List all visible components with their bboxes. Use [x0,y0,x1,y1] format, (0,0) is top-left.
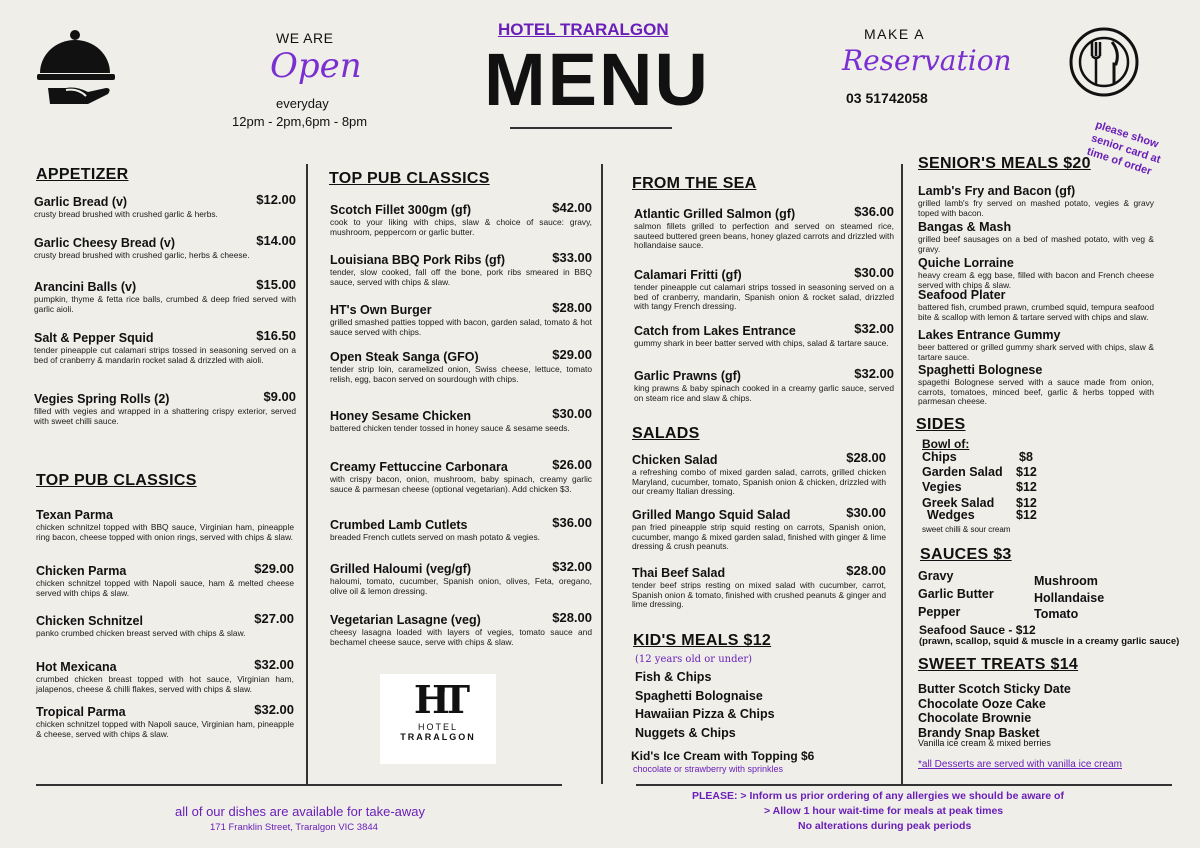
menu-item-desc: king prawns & baby spinach cooked in a creamy garlic sauce, served on steam rice and slaw & chips. [634,383,894,403]
section-title-classics: TOP PUB CLASSICS [329,170,490,187]
senior-item-name: Bangas & Mash [918,220,1012,234]
menu-item-desc: a refreshing combo of mixed garden salad, carrots, grilled chicken Maryland, cucumber, tomato, Spanish onion & chicken, drizzled with our creamy Italian dressing. [632,467,886,497]
menu-item-name: Garlic Bread (v) [34,195,128,209]
menu-item-desc: filled with vegies and wrapped in a shattering crispy exterior, served with sweet chilli sauce. [34,406,296,426]
menu-item-desc: tender pineapple cut calamari strips tossed in seasoning served on a bed of cranberry, mandarin, Spanish onion & rocket salad, drizzled with tangy French dressing. [634,282,894,312]
menu-item-price: $16.50 [256,328,296,343]
menu-item-price: $30.00 [846,505,886,520]
list-item: Nuggets & Chips [635,725,736,740]
menu-item-price: $26.00 [552,457,592,472]
section-title-sides: SIDES [916,416,966,433]
side-item-name: Vegies [922,480,962,494]
menu-item-desc: cheesy lasagna loaded with layers of vegies, tomato sauce and bechamel cheese sauce, serve with chips & slaw. [330,627,592,647]
menu-item-desc: tender strip loin, caramelized onion, Swiss cheese, lettuce, tomato relish, egg, bacon served on sourdough with chips. [330,364,592,384]
list-item: Brandy Snap Basket [918,725,1040,740]
menu-item-desc: grilled smashed patties topped with bacon, garden salad, tomato & hot sauce served with chips. [330,317,592,337]
list-item: Fish & Chips [635,670,712,684]
sweets-note: Vanilla ice cream & mixed berries [918,738,1051,748]
no-alterations-note: No alterations during peak periods [798,820,972,832]
menu-item-desc: haloumi, tomato, cucumber, Spanish onion, olives, Feta, oregano, olive oil & lemon dressing. [330,576,592,596]
side-item-name: Garden Salad [922,465,1003,479]
menu-item-name: Grilled Mango Squid Salad [632,508,791,522]
we-are-label: WE ARE [276,30,334,46]
sauce-item: Garlic Butter [918,587,994,601]
list-item: Spaghetti Bolognaise [635,688,763,703]
senior-item-desc: heavy cream & egg base, filled with bacon and French cheese served with chips & slaw. [918,270,1154,290]
senior-item-name: Lamb's Fry and Bacon (gf) [918,184,1076,198]
menu-item-price: $32.00 [254,702,294,717]
menu-item-desc: panko crumbed chicken breast served with chips & slaw. [36,628,246,638]
column-divider [901,164,903,784]
side-item-price: $12 [1016,465,1037,479]
cloche-icon [36,26,118,108]
menu-item-name: Chicken Schnitzel [36,614,143,628]
senior-item-desc: battered fish, crumbed prawn, crumbed squid, tempura seafood bite & scallop with lemon & tartare served with chips and slaw. [918,302,1154,322]
senior-item-name: Seafood Plater [918,288,1006,302]
menu-item-name: Creamy Fettuccine Carbonara [330,460,508,474]
menu-item-name: Vegetarian Lasagne (veg) [330,613,481,627]
menu-item-desc: tender beef strips resting on mixed salad with cucumber, carrot, Spanish onion & tomato, finished with crushed peanuts & ginger and lime dressing. [632,580,886,610]
list-item: Hawaiian Pizza & Chips [635,707,775,721]
menu-item-price: $28.00 [846,563,886,578]
senior-item-name: Quiche Lorraine [918,256,1014,270]
desserts-footnote: *all Desserts are served with vanilla ice cream [918,759,1122,770]
section-title-kids: KID'S MEALS $12 [633,632,772,649]
logo-line2: TRARALGON [400,732,476,742]
senior-card-note: please show senior card at time of order [1085,118,1162,178]
logo-line1: HOTEL [417,722,458,732]
takeaway-note: all of our dishes are available for take-away [175,804,426,819]
senior-item-desc: grilled lamb's fry served on mashed potato, vegies & gravy toped with bacon. [918,198,1154,218]
menu-item-name: Hot Mexicana [36,660,117,674]
section-title-parmas: TOP PUB CLASSICS [36,472,197,489]
menu-item-price: $28.00 [846,450,886,465]
footer-divider-left [36,784,562,786]
side-item-name: Wedges [927,508,975,522]
sauce-item: Tomato [1034,607,1079,621]
menu-item-name: Garlic Prawns (gf) [634,369,741,383]
opening-hours: 12pm - 2pm,6pm - 8pm [232,114,368,129]
list-item: Butter Scotch Sticky Date [918,682,1071,696]
section-title-sea: FROM THE SEA [632,175,757,192]
menu-item-name: Chicken Salad [632,453,718,467]
menu-item-desc: gummy shark in beer batter served with chips, salad & tartare sauce. [634,338,889,348]
list-item: Chocolate Brownie [918,711,1032,725]
menu-item-desc: tender, slow cooked, fall off the bone, pork ribs smeared in BBQ sauce, served with chips & slaw. [330,267,592,287]
menu-item-desc: chicken schnitzel topped with BBQ sauce, Virginian ham, pineapple ring bacon, cheese topped with onion rings, served with chips & slaw. [36,522,294,542]
menu-item-name: Garlic Cheesy Bread (v) [34,236,176,250]
menu-item-name: Salt & Pepper Squid [34,331,154,345]
allergy-note: PLEASE: > Inform us prior ordering of any allergies we should be aware of [692,790,1064,802]
sauce-item: Hollandaise [1034,590,1105,605]
everyday-label: everyday [276,96,329,111]
menu-title: MENU [484,38,710,121]
menu-item-price: $30.00 [552,406,592,421]
menu-item-name: Vegies Spring Rolls (2) [34,392,170,406]
plate-cutlery-icon [1068,26,1140,98]
section-title-sweets: SWEET TREATS $14 [918,656,1079,673]
menu-item-desc: crumbed chicken breast topped with hot sauce, Virginian ham, jalapenos, cheese & chilli flakes, served with chips & slaw. [36,674,294,694]
side-item-price: $12 [1016,508,1037,522]
menu-item-name: Open Steak Sanga (GFO) [330,350,479,364]
section-title-senior: SENIOR'S MEALS $20 [918,155,1091,172]
sauce-item: Pepper [918,605,961,619]
sauce-item: Gravy [918,569,954,583]
seafood-sauce: Seafood Sauce - $12 [919,623,1036,637]
menu-item-desc: breaded French cutlets served on mash potato & vegies. [330,532,540,542]
menu-item-name: Louisiana BBQ Pork Ribs (gf) [330,253,506,267]
kids-icecream: Kid's Ice Cream with Topping $6 [631,749,815,763]
sauce-item: Mushroom [1034,574,1098,588]
menu-item-name: Thai Beef Salad [632,566,726,580]
side-item-name: Chips [922,450,957,464]
seafood-sauce-desc: (prawn, scallop, squid & muscle in a creamy garlic sauce) [919,636,1180,647]
menu-item-price: $42.00 [552,200,592,215]
menu-item-name: Scotch Fillet 300gm (gf) [330,203,471,217]
hotel-name: HOTEL TRARALGON [498,20,669,39]
menu-item-price: $29.00 [552,347,592,362]
menu-item-price: $9.00 [263,389,296,404]
menu-item-name: Catch from Lakes Entrance [634,324,796,338]
menu-item-desc: with crispy bacon, onion, mushroom, baby spinach, creamy garlic sauce & parmesan cheese (optional vegetarian). Add chicken $3. [330,474,592,494]
menu-item-price: $36.00 [854,204,894,219]
side-item-price: $12 [1016,480,1037,494]
sides-note: sweet chilli & sour cream [922,525,1011,534]
hotel-logo [380,674,496,764]
menu-item-price: $27.00 [254,611,294,626]
side-item-name: Greek Salad [922,496,995,510]
menu-item-price: $32.00 [854,366,894,381]
kids-icecream-note: chocolate or strawberry with sprinkles [633,764,784,774]
column-divider [601,164,603,784]
menu-item-price: $33.00 [552,250,592,265]
menu-item-desc: tender pineapple cut calamari strips tossed in seasoning served on a bed of cranberry & mandarin rocket salad & drizzled with aioli. [34,345,296,365]
open-label: Open [270,46,362,86]
menu-item-price: $12.00 [256,192,296,207]
menu-item-name: Tropical Parma [36,705,126,719]
menu-item-name: Honey Sesame Chicken [330,409,472,423]
kids-age-note: (12 years old or under) [635,654,753,665]
senior-item-name: Lakes Entrance Gummy [918,328,1061,342]
sides-bowl-label: Bowl of: [922,437,970,451]
column-divider [306,164,308,784]
menu-item-price: $36.00 [552,515,592,530]
senior-item-desc: grilled beef sausages on a bed of mashed potato, with veg & gravy. [918,234,1154,254]
menu-item-name: Crumbed Lamb Cutlets [330,518,468,532]
menu-item-desc: chicken schnitzel topped with Napoli sauce, Virginian ham, pineapple & cheese, served with chips & slaw. [36,719,294,739]
section-title-sauces: SAUCES $3 [920,546,1012,563]
menu-item-price: $15.00 [256,277,296,292]
menu-item-desc: salmon fillets grilled to perfection and served on steamed rice, sauteed buttered green beans, honey glazed carrots and drizzled with hollandaise sauce. [634,221,894,251]
menu-item-price: $28.00 [552,610,592,625]
phone-number[interactable]: 03 51742058 [846,90,928,106]
menu-item-desc: crusty bread brushed with crushed garlic, herbs & cheese. [34,250,250,260]
menu-item-price: $32.00 [254,657,294,672]
menu-item-name: Arancini Balls (v) [34,280,137,294]
menu-item-name: Texan Parma [36,508,113,522]
menu-item-price: $30.00 [854,265,894,280]
menu-item-desc: pumpkin, thyme & fetta rice balls, crumbed & deep fried served with garlic aioli. [34,294,296,314]
menu-item-name: Chicken Parma [36,564,127,578]
logo-mark: HT [413,677,463,722]
senior-item-desc: spagethi Bolognese served with a sauce made from onion, carrots, tomatoes, minced beef, garlic & herbs topped with parmesan cheese. [918,377,1154,407]
menu-item-price: $29.00 [254,561,294,576]
menu-item-desc: crusty bread brushed with crushed garlic & herbs. [34,209,218,219]
senior-item-name: Spaghetti Bolognese [918,363,1043,377]
section-title-appetizer: APPETIZER [36,166,129,183]
menu-item-desc: pan fried pineapple strip squid resting on carrots, Spanish onion, cucumber, mango & mixed garden salad, finished with ginger & lime dressing & crush peanuts. [632,522,886,552]
section-title-salads: SALADS [632,425,700,442]
menu-item-price: $32.00 [552,559,592,574]
menu-item-name: HT's Own Burger [330,303,432,317]
list-item: Chocolate Ooze Cake [918,696,1046,711]
menu-item-price: $32.00 [854,321,894,336]
side-item-price: $12 [1016,496,1037,510]
menu-item-desc: chicken schnitzel topped with Napoli sauce, ham & melted cheese served with chips & slaw. [36,578,294,598]
side-item-price: $8 [1019,450,1033,464]
senior-item-desc: beer battered or grilled gummy shark served with chips, slaw & tartare sauce. [918,342,1154,362]
menu-item-price: $14.00 [256,233,296,248]
wait-time-note: > Allow 1 hour wait-time for meals at peak times [764,805,1004,817]
address: 171 Franklin Street, Traralgon VIC 3844 [210,822,378,833]
reservation-label: Reservation [842,44,1012,77]
menu-item-price: $28.00 [552,300,592,315]
footer-divider-right [636,784,1172,786]
menu-item-desc: battered chicken tender tossed in honey sauce & sesame seeds. [330,423,570,433]
menu-item-name: Atlantic Grilled Salmon (gf) [634,207,796,221]
menu-item-name: Grilled Haloumi (veg/gf) [330,562,471,576]
menu-underline [510,127,672,129]
menu-item-desc: cook to your liking with chips, slaw & choice of sauce: gravy, mushroom, peppercorn or garlic butter. [330,217,592,237]
make-a-label: MAKE A [864,26,926,42]
menu-item-name: Calamari Fritti (gf) [634,268,742,282]
